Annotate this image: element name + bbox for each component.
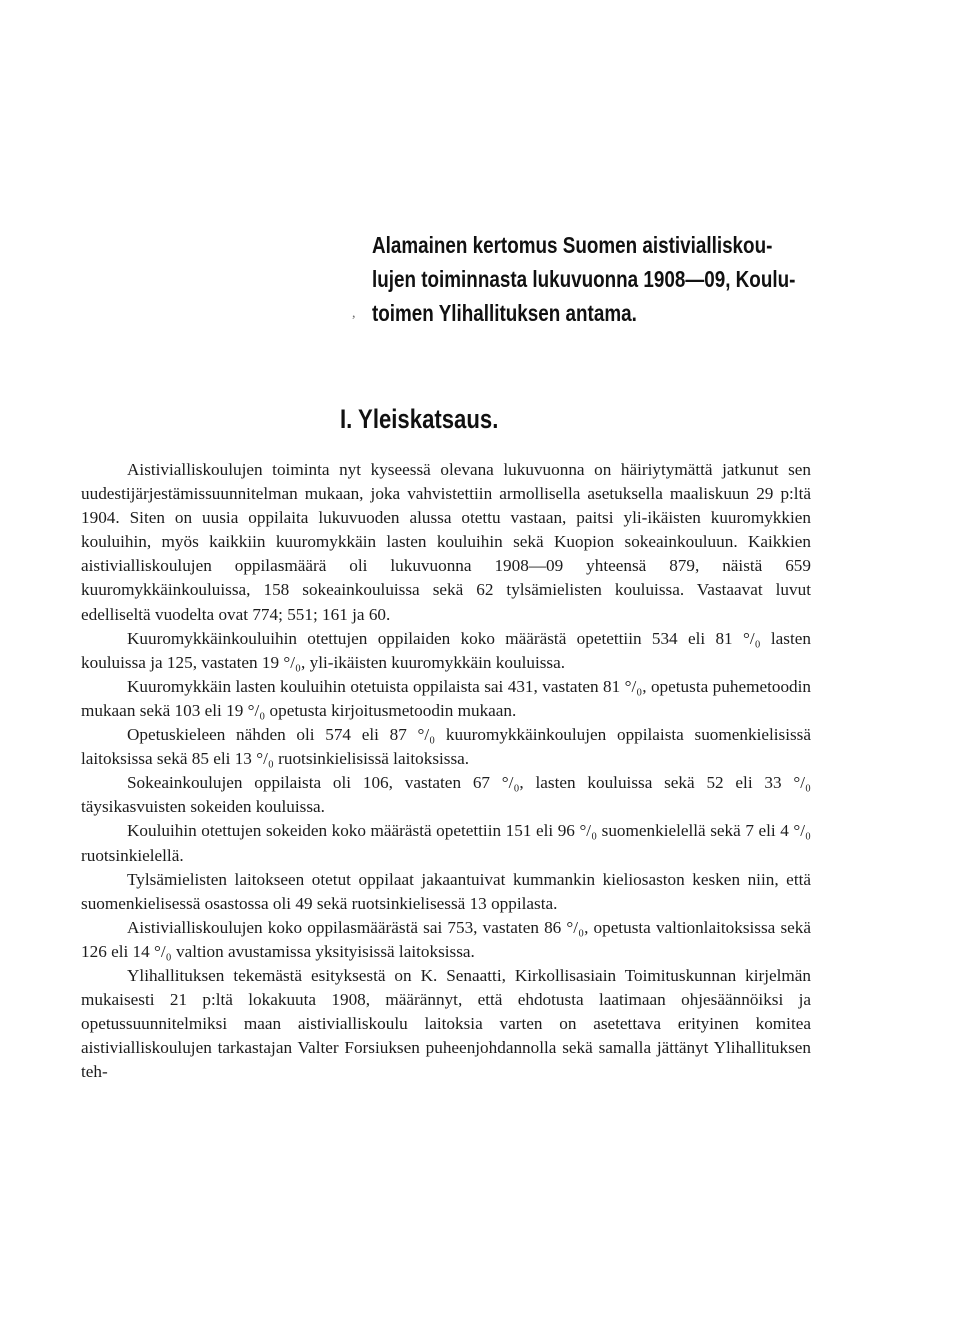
paragraph: Tylsämielisten laitokseen otetut oppilaat jakaantuivat kummankin kieliosaston kesken niin, että suomenkielisessä osastossa oli 49 sekä ruotsinkielisessä 13 oppilasta. [81, 869, 811, 913]
body-text [81, 458, 811, 1084]
paragraph: Kouluihin otettujen sokeiden koko määrästä opetettiin 151 eli 96 °/₀ suomenkielellä sekä 7 eli 4 °/₀ ruotsinkielellä. [81, 821, 811, 865]
paragraph: Kuuromykkäin lasten kouluihin otetuista oppilaista sai 431, vastaten 81 °/₀, opetusta puhemetoodin mukaan sekä 103 eli 19 °/₀ opetusta kirjoitusmetoodin mukaan. [81, 676, 811, 720]
paragraph: Aistivialliskoulujen koko oppilasmäärästä sai 753, vastaten 86 °/₀, opetusta valtionlaitoksissa sekä 126 eli 14 °/₀ valtion avustamissa yksityisissä laitoksissa. [81, 917, 811, 961]
paragraph: Ylihallituksen tekemästä esityksestä on K. Senaatti, Kirkollisasiain Toimituskunnan kirjelmän mukaisesti 21 p:ltä lokakuuta 1908, määrännyt, että ehdotusta laatimaan ohjesäännöiksi ja opetussuunnitelmiksi maan aistivialliskoulu laitoksia varten on asetettava erityinen komitea aistivialliskoulujen tarkastajan Valter Forsiuksen puheenjohdannolla sekä samalla jättänyt Ylihallituksen teh- [81, 965, 811, 1082]
paragraph: Kuuromykkäinkouluihin otettujen oppilaiden koko määrästä opetettiin 534 eli 81 °/₀ lasten kouluissa ja 125, vastaten 19 °/₀, yli-ikäisten kuuromykkäin kouluissa. [81, 628, 811, 672]
paragraph: Aistivialliskoulujen toiminta nyt kyseessä olevana lukuvuonna on häiriytymättä jatkunut sen uudestijärjestämissuunnitelman mukaan, joka vahvistettiin armollisella asetuksella maaliskuun 29 p:ltä 1904. Siten on uusia oppilaita lukuvuoden alussa otettu vastaan, paitsi yli-ikäisten kuuromykkien kouluihin, myös kaikkiin kuuromykkäin lasten kouluihin sekä Kuopion sokeainkouluun. Kaikkien aistivialliskoulujen oppilasmäärä oli lukuvuonna 1908—09 yhteensä 879, näistä 659 kuuromykkäinkouluissa, 158 sokeainkouluissa sekä 62 tylsämielisten kouluissa. Vastaavat luvut edelliseltä vuodelta ovat 774; 551; 161 ja 60. [81, 460, 811, 624]
section-heading: I. Yleiskatsaus. [340, 404, 499, 434]
paragraph: Sokeainkoulujen oppilaista oli 106, vastaten 67 °/₀, lasten kouluissa sekä 52 eli 33 °/₀ täysikasvuisten sokeiden kouluissa. [81, 773, 811, 817]
title-line: lujen toiminnasta lukuvuonna 1908—09, Koulu- [372, 266, 796, 292]
stray-print-mark: , [352, 306, 356, 321]
paragraph: Opetuskieleen nähden oli 574 eli 87 °/₀ kuuromykkäinkoulujen oppilaista suomenkielisissä laitoksissa sekä 85 eli 13 °/₀ ruotsinkielisissä laitoksissa. [81, 725, 811, 769]
document-title [372, 228, 796, 330]
title-line: toimen Ylihallituksen antama. [372, 300, 637, 326]
title-line: Alamainen kertomus Suomen aistivialliskou- [372, 232, 773, 258]
